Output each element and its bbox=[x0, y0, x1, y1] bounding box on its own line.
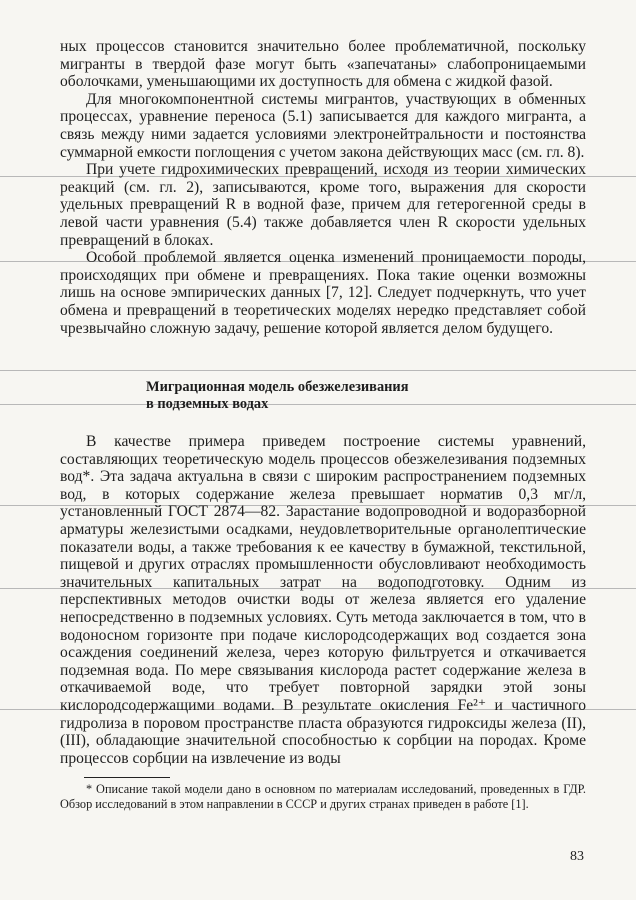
paragraph-multicomponent: Для многокомпонентной системы мигрантов, участвующих в обменных процессах, уравнение переноса (5.1) записывается для каждого мигранта, а связь между ними задается условиями электронейтральности и постоянства суммарной емкости поглощения с учетом закона действующих масс (см. гл. 8). bbox=[60, 90, 586, 161]
footnote-separator bbox=[84, 777, 170, 778]
paragraph-permeability: Особой проблемой является оценка изменений проницаемости породы, происходящих при обмене и превращениях. Пока такие оценки возможны лишь на основе эмпирических данных [7, 12]. Следует подчеркнуть, что учет обмена и превращений в теоретических моделях нередко представляет собой чрезвычайно сложную задачу, решение которой является делом будущего. bbox=[60, 249, 586, 337]
book-page bbox=[60, 38, 586, 812]
section-heading-line-2: в подземных водах bbox=[146, 396, 269, 413]
page-number: 83 bbox=[570, 849, 584, 864]
section-heading-line-1: Миграционная модель обезжелезивания bbox=[146, 379, 409, 396]
section-heading bbox=[60, 379, 586, 413]
paragraph-hydrochemical: При учете гидрохимических превращений, исходя из теории химических реакций (см. гл. 2), записываются, кроме того, выражения для скорости удельных превращений R в водной фазе, причем для гетерогенной среды в левой части уравнения (5.4) также добавляется член R скорости удельных превращений в блоках. bbox=[60, 161, 586, 249]
paragraph-continuation: ных процессов становится значительно более проблематичной, поскольку мигранты в твердой фазе могут быть «запечатаны» слабопроницаемыми оболочками, уменьшающими их доступность для обмена с жидкой фазой. bbox=[60, 38, 586, 91]
footnote: * Описание такой модели дано в основном по материалам исследований, проведенных в ГДР. Обзор исследований в этом направлении в СССР и других странах приведен в работе [1]. bbox=[60, 782, 586, 812]
paragraph-deferrization: В качестве примера приведем построение системы уравнений, составляющих теоретическую модель процессов обезжелезивания подземных вод*. Эта задача актуальна в связи с широким распространением подземных вод, в которых содержание железа превышает норматив 0,3 мг/л, установленный ГОСТ 2874—82. Зарастание водопроводной и водоразборной арматуры железистыми осадками, неудовлетворительные органолептические показатели воды, а также требования к ее качеству в бумажной, текстильной, пищевой и других отраслях промышленности обусловливают необходимость значительных капитальных затрат на водоподготовку. Одним из перспективных методов очистки воды от железа является его удаление непосредственно в подземных условиях. Суть метода заключается в том, что в водоносном горизонте при подаче кислородсодержащих вод создается зона осаждения соединений железа, через которую фильтруется и откачивается подземная вода. По мере связывания кислорода растет содержание железа в откачиваемой воде, что требует повторной зарядки этой зоны кислородсодержащими водами. В результате окисления Fe²⁺ и частичного гидролиза в поровом пространстве пласта образуются гидроксиды железа (II), (III), обладающие значительной способностью к сорбции на породах. Кроме процессов сорбции на извлечение из воды bbox=[60, 433, 586, 767]
